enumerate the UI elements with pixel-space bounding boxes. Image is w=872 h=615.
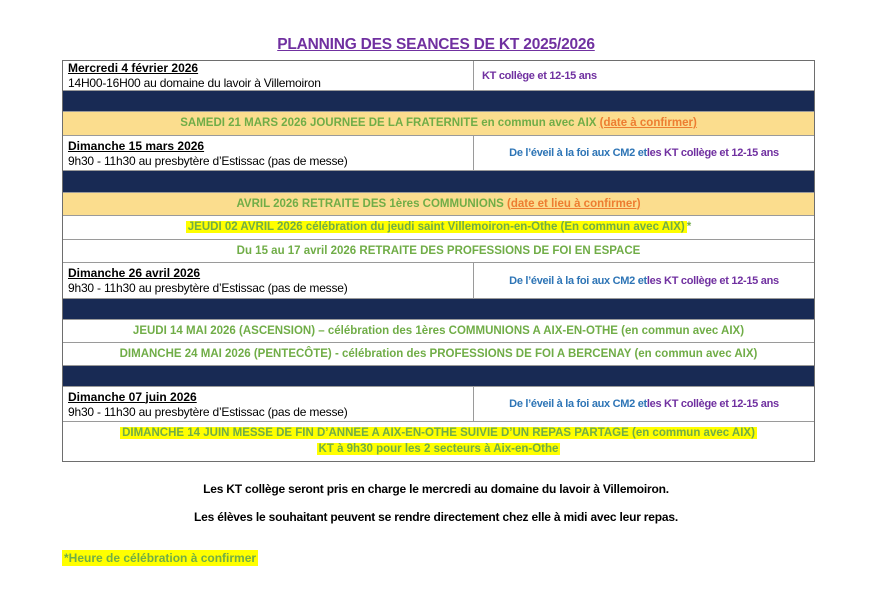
banner-row-ascension bbox=[63, 319, 814, 342]
banner-text-orange: (date et lieu à confirmer) bbox=[506, 197, 641, 210]
separator-row bbox=[63, 170, 814, 192]
banner-text-green: SAMEDI 21 MARS 2026 JOURNEE DE LA FRATERNITE en commun avec AIX bbox=[180, 117, 600, 129]
banner-text: Du 15 au 17 avril 2026 RETRAITE DES PROFESSIONS DE FOI EN ESPACE bbox=[236, 244, 641, 257]
session-date: Dimanche 26 avril 2026 bbox=[68, 266, 201, 280]
session-date-cell bbox=[63, 263, 474, 298]
highlighted-text: *Heure de célébration à confirmer bbox=[64, 551, 257, 565]
banner-row-fraternite bbox=[63, 111, 814, 135]
session-details: 9h30 - 11h30 au presbytère d’Estissac (pas de messe) bbox=[68, 281, 348, 295]
group-label-purple: les KT collège et 12-15 ans bbox=[646, 147, 779, 159]
banner-text bbox=[186, 221, 691, 234]
session-row-mar15 bbox=[63, 135, 814, 170]
highlighted-text: KT à 9h30 pour les 2 secteurs à Aix-en-Othe bbox=[318, 443, 559, 455]
session-date-cell bbox=[63, 61, 474, 90]
banner-text: DIMANCHE 24 MAI 2026 (PENTECÔTE) - célébration des PROFESSIONS DE FOI A BERCENAY (en commun avec AIX) bbox=[119, 347, 758, 360]
session-date-cell bbox=[63, 387, 474, 421]
session-details: 9h30 - 11h30 au presbytère d’Estissac (pas de messe) bbox=[68, 404, 348, 419]
separator-row bbox=[63, 90, 814, 111]
page-title: PLANNING DES SEANCES DE KT 2025/2026 bbox=[277, 36, 595, 53]
group-label-blue: De l’éveil à la foi aux CM2 et bbox=[509, 398, 647, 410]
banner-text bbox=[236, 198, 640, 211]
group-label-blue: De l’éveil à la foi aux CM2 et bbox=[509, 274, 647, 287]
planning-table bbox=[62, 60, 815, 462]
group-label-purple: les KT collège et 12-15 ans bbox=[646, 398, 779, 410]
asterisk-suffix: * bbox=[686, 221, 692, 233]
session-groups-cell bbox=[474, 61, 814, 90]
banner-row-pentecote bbox=[63, 342, 814, 365]
banner-line-1 bbox=[120, 427, 757, 440]
footer-note-1: Les KT collège seront pris en charge le mercredi au domaine du lavoir à Villemoiron. bbox=[203, 482, 669, 496]
banner-text bbox=[180, 117, 697, 130]
banner-text: JEUDI 14 MAI 2026 (ASCENSION) – célébration des 1ères COMMUNIONS A AIX-EN-OTHE (en commun avec AIX) bbox=[132, 324, 745, 337]
session-date: Dimanche 07 juin 2026 bbox=[68, 389, 197, 404]
banner-row-jeudi-saint bbox=[63, 215, 814, 239]
group-label-purple: KT collège et 12-15 ans bbox=[482, 69, 597, 82]
separator-row bbox=[63, 298, 814, 319]
session-row-apr26 bbox=[63, 262, 814, 298]
session-groups-cell bbox=[474, 263, 814, 298]
session-row-feb4 bbox=[63, 61, 814, 90]
highlighted-text: DIMANCHE 14 JUIN MESSE DE FIN D’ANNEE A AIX-EN-OTHE SUIVIE D’UN REPAS PARTAGE (en commun avec AIX) bbox=[122, 427, 755, 439]
asterisk-footnote bbox=[62, 551, 258, 565]
banner-row-retraite-foi bbox=[63, 239, 814, 262]
banner-line-2 bbox=[317, 443, 561, 456]
session-date: Mercredi 4 février 2026 bbox=[68, 61, 199, 75]
highlighted-text: JEUDI 02 AVRIL 2026 célébration du jeudi saint Villemoiron-en-Othe (En commun avec AIX) bbox=[187, 221, 685, 233]
session-groups-cell bbox=[474, 136, 814, 170]
banner-row-retraite-communions bbox=[63, 192, 814, 215]
session-date: Dimanche 15 mars 2026 bbox=[68, 138, 205, 153]
group-label-purple: les KT collège et 12-15 ans bbox=[646, 274, 779, 287]
session-row-jun07 bbox=[63, 386, 814, 421]
session-details: 9h30 - 11h30 au presbytère d’Estissac (pas de messe) bbox=[68, 153, 348, 168]
session-groups-cell bbox=[474, 387, 814, 421]
session-date-cell bbox=[63, 136, 474, 170]
banner-text-green: AVRIL 2026 RETRAITE DES 1ères COMMUNIONS bbox=[236, 197, 507, 210]
session-details: 14H00-16H00 au domaine du lavoir à Villemoiron bbox=[68, 76, 321, 90]
banner-text-orange: (date à confirmer) bbox=[599, 117, 697, 129]
footer-note-2: Les élèves le souhaitant peuvent se rendre directement chez elle à midi avec leur repas. bbox=[194, 510, 678, 524]
group-label-blue: De l’éveil à la foi aux CM2 et bbox=[509, 147, 647, 159]
separator-row bbox=[63, 365, 814, 386]
banner-row-messe-fin-annee bbox=[63, 421, 814, 461]
